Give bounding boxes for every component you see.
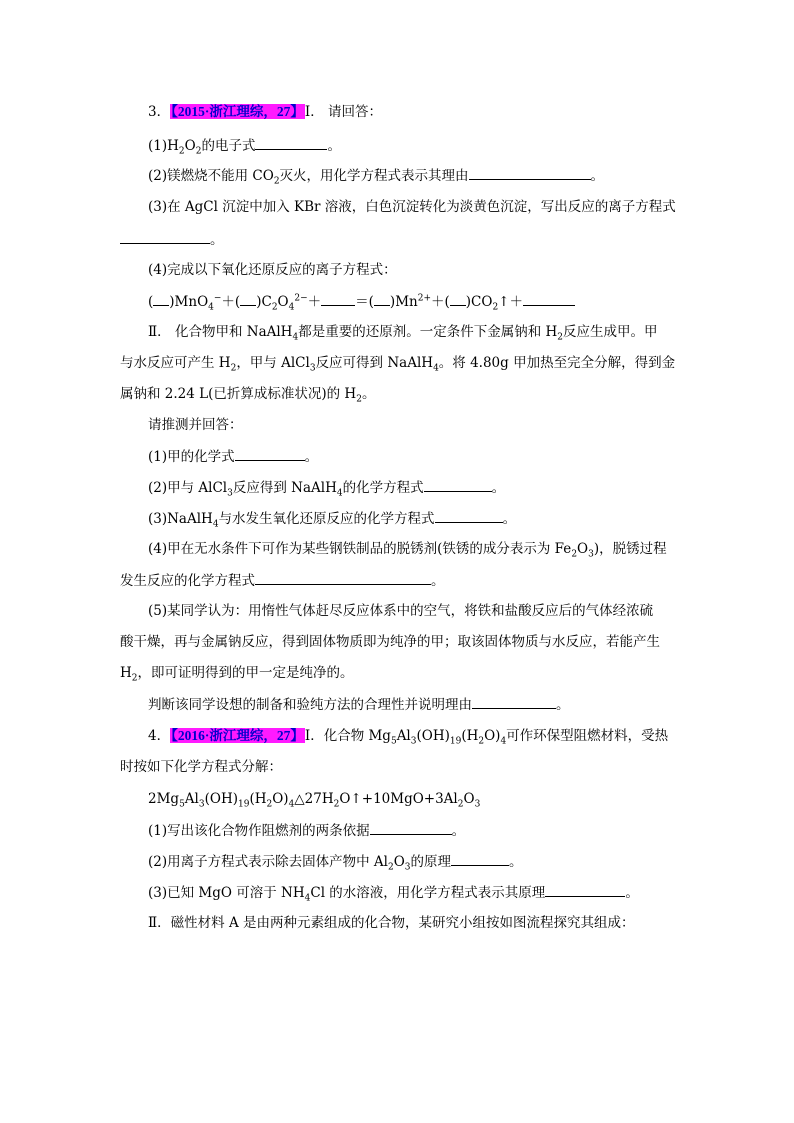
q3-item-4: (4)完成以下氧化还原反应的离子方程式： [148, 262, 397, 278]
q4-sub-2: (2)用离子方程式表示除去固体产物中 $Al_2O_3$的原理 。 [148, 854, 523, 873]
q3-sub-3: (3)NaAlH$_4$与水发生氧化还原反应的化学方程式 。 [148, 511, 517, 530]
answer-blank[interactable] [451, 852, 509, 866]
q3-sub-5-line3: $H_2$，即可证明得到的甲一定是纯净的。 [120, 665, 354, 684]
q4-sub-3: (3)已知 MgO 可溶于 $NH_4Cl$ 的水溶液，用化学方程式表示其原理 。 [148, 885, 639, 904]
q3-sub-4-cont: 发生反应的化学方程式 。 [120, 573, 445, 589]
answer-blank[interactable] [469, 166, 591, 180]
q3-item-3-cont: 。 [120, 230, 224, 249]
q3-sub-2: (2)甲与 AlCl$_3$反应得到 NaAlH$_4$的化学方程式 。 [148, 480, 506, 499]
question-4-heading: 4．【2016·浙江理综，27】Ⅰ．化合物 $Mg_5Al_3(OH)_{19}(H_2O)_4$可作环保型阻燃材料，受热 [148, 728, 669, 747]
answer-blank[interactable] [235, 447, 305, 461]
q4-heading-cont: 时按如下化学方程式分解： [120, 759, 282, 775]
answer-blank[interactable] [424, 478, 492, 492]
q3-part2-line2: 与水反应可产生 $H_2$，甲与 AlCl$_3$反应可得到 NaAlH$_4$。将 4.80g 甲加热至完全分解，得到金 [120, 355, 676, 374]
answer-blank[interactable] [472, 695, 556, 709]
answer-blank[interactable] [255, 136, 327, 150]
q3-item-1: $(1)H_2O_2$的电子式 。 [148, 138, 341, 157]
redox-equation: ( )MnO$_4$−＋( )$C_2O_4^{2-}+$ ＝( )$Mn^{2+}+$( )$CO_2↑+$ [148, 292, 575, 311]
q3-part2-line3: 属钠和 2.24 L(已折算成标准状况)的 $H_2$。 [120, 386, 376, 405]
q3-sub-4: (4)甲在无水条件下可作为某些钢铁制品的脱锈剂(铁锈的成分表示为 $Fe_2O_3$)，脱锈过程 [148, 541, 667, 560]
q3-item-3: (3)在 AgCl 沉淀中加入 KBr 溶液，白色沉淀转化为淡黄色沉淀，写出反应的离子方程式 [148, 199, 676, 215]
source-tag: 【2015·浙江理综，27】 [171, 104, 304, 119]
q3-judge: 判断该同学设想的制备和验纯方法的合理性并说明理由 。 [148, 697, 570, 713]
answer-blank[interactable] [435, 509, 503, 523]
q3-sub-5: (5)某同学认为：用惰性气体赶尽反应体系中的空气，将铁和盐酸反应后的气体经浓硫 [148, 603, 654, 619]
question-3-heading: 3．【2015·浙江理综，27】Ⅰ． 请回答： [148, 104, 382, 120]
q4-sub-1: (1)写出该化合物作阻燃剂的两条依据 。 [148, 823, 466, 839]
q3-sub-5-line2: 酸干燥，再与金属钠反应，得到固体物质即为纯净的甲；取该固体物质与水反应，若能产生 [120, 634, 660, 650]
q4-part2: Ⅱ．磁性材料 A 是由两种元素组成的化合物，某研究小组按如图流程探究其组成： [148, 915, 635, 931]
decomposition-equation: $2Mg_5Al_3(OH)_{19}(H_2O)_4\triangle 27H_2O↑+10MgO+3Al_2O_3$ [148, 791, 481, 810]
q3-item-2: (2)镁燃烧不能用 $CO_2$灭火，用化学方程式表示其理由 。 [148, 168, 605, 187]
q3-sub-1: (1)甲的化学式 。 [148, 449, 319, 465]
q3-infer-prompt: 请推测并回答： [148, 417, 243, 433]
answer-blank[interactable] [255, 571, 431, 585]
source-tag: 【2016·浙江理综，27】 [171, 728, 304, 743]
answer-blank[interactable] [545, 883, 625, 897]
q3-part2-line1: Ⅱ． 化合物甲和 NaAlH$_4$都是重要的还原剂。一定条件下金属钠和 $H_2$反应生成甲。甲 [148, 324, 658, 343]
answer-blank[interactable] [120, 230, 210, 244]
answer-blank[interactable] [370, 821, 452, 835]
